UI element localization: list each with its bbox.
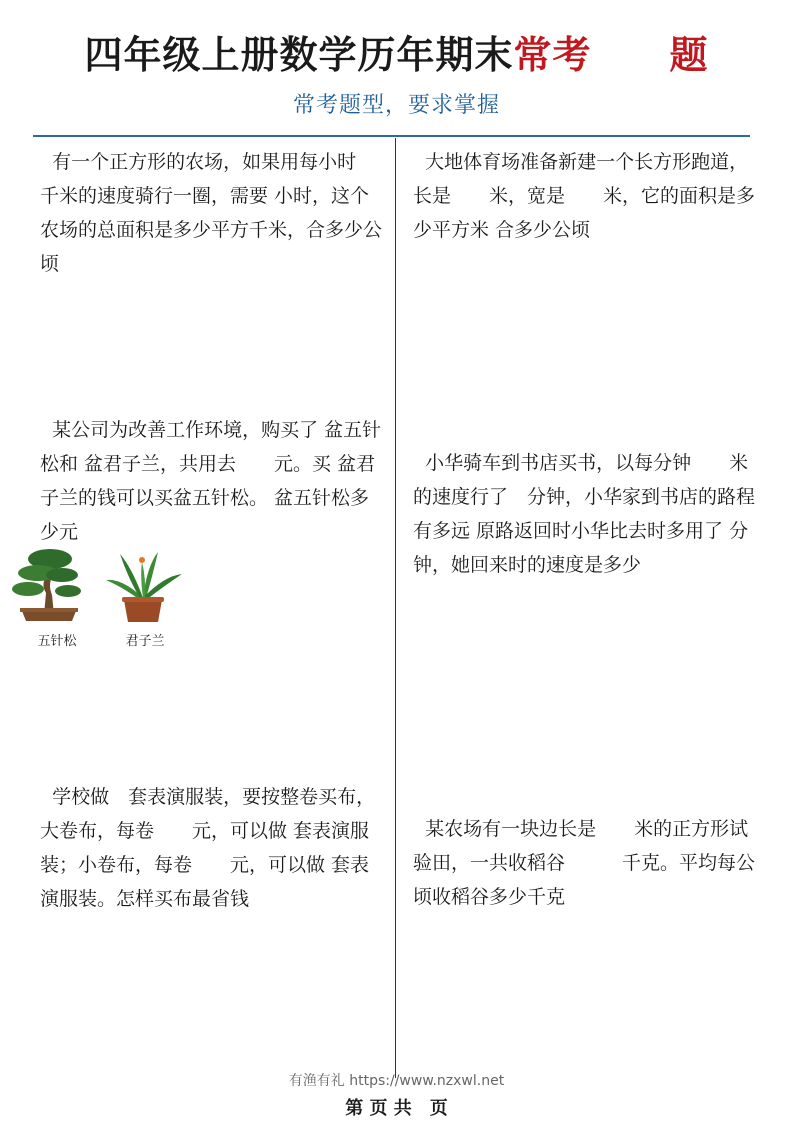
- pine-caption: 五针松: [37, 634, 77, 649]
- question-5: 学校做 套表演服装，要按整卷买布，大卷布，每卷 元，可以做 套表演服装；小卷布，每卷 元，可以做 套表演服装。怎样买布最省钱: [40, 786, 376, 910]
- page-title: [0, 24, 793, 79]
- clivia-caption: 君子兰: [125, 634, 165, 649]
- page-subtitle: 常考题型，要求掌握: [292, 93, 500, 118]
- column-divider: [395, 138, 396, 1078]
- question-4: 小华骑车到书店买书，以每分钟 米的速度行了 分钟，小华家到书店的路程有多远 原路返回时小华比去时多用了 分钟，她回来时的速度是多少: [413, 452, 756, 576]
- header-divider: [33, 135, 750, 137]
- title-main: 四年级上册数学历年期末: [84, 33, 514, 77]
- pine-bonsai-image: [10, 545, 85, 623]
- question-1: 有一个正方形的农场，如果用每小时 千米的速度骑行一圈，需要 小时，这个农场的总面积是多少平方千米，合多少公顷: [40, 151, 383, 275]
- footer-watermark-url: 有渔有礼 https://www.nzxwl.net: [288, 1073, 505, 1089]
- clivia-plant-image: [102, 548, 184, 624]
- page-number: 第 页 共 页: [345, 1098, 448, 1119]
- question-3: 某公司为改善工作环境，购买了 盆五针松和 盆君子兰，共用去 元。买 盆君子兰的钱可以买盆五针松。 盆五针松多少元: [40, 419, 382, 543]
- question-6: 某农场有一块边长是 米的正方形试验田，一共收稻谷 千克。平均每公顷收稻谷多少千克: [413, 818, 756, 908]
- question-2: 大地体育场准备新建一个长方形跑道，长是 米，宽是 米，它的面积是多少平方米 合多少公顷: [413, 151, 756, 241]
- title-highlight: 常考 题: [513, 33, 709, 77]
